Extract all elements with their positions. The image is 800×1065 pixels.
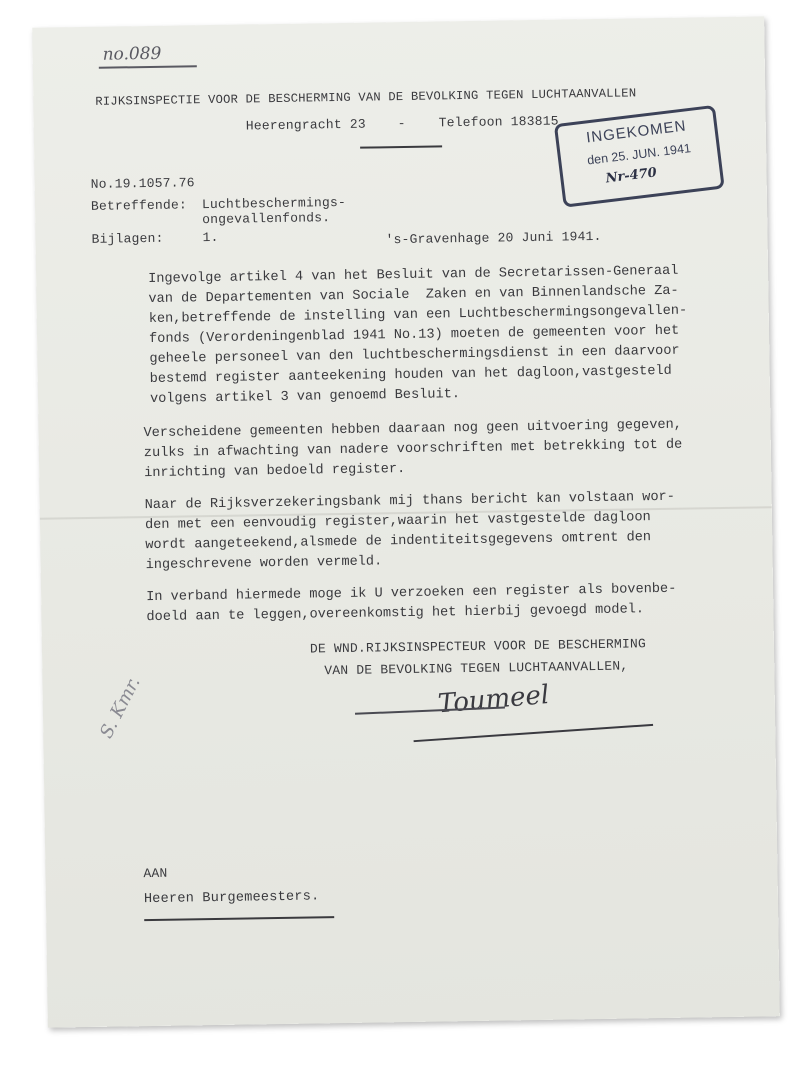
text-line: Verscheidene gemeenten hebben daaraan nog geen uitvoering gegeven,	[143, 417, 683, 442]
stamp-date: den 25. JUN. 1941	[586, 141, 692, 168]
text-line: volgens artikel 3 van genoemd Besluit.	[149, 387, 461, 408]
letter-sheet	[32, 16, 780, 1027]
letter-number: No.19.1057.76	[90, 175, 195, 192]
text-line: Naar de Rijksverzekeringsbank mij thans bericht kan volstaan wor-	[144, 489, 676, 514]
header-address: Heerengracht 23	[245, 116, 366, 134]
text-line: bestemd register aanteekening houden van het dagloon,vastgesteld	[149, 363, 672, 388]
text-line: den met een eenvoudig register,waarin het vastgestelde dagloon	[144, 510, 651, 534]
subject-line-2: ongevallenfonds.	[202, 210, 331, 228]
signature-title-1: DE WND.RIJKSINSPECTEUR VOOR DE BESCHERMING	[309, 636, 647, 657]
stamp-reference: Nr-470	[604, 165, 658, 187]
text-line: ingeschrevene worden vermeld.	[145, 554, 383, 574]
header-separator: -	[397, 115, 406, 132]
paragraph-3	[145, 487, 736, 576]
file-number-underline	[99, 65, 197, 68]
file-number: no.089	[102, 43, 162, 65]
paragraph-4	[146, 579, 737, 628]
subject-label: Betreffende:	[90, 197, 188, 214]
recipient-underline	[144, 916, 334, 920]
recipient-label: AAN	[143, 865, 168, 882]
enclosures-label: Bijlagen:	[91, 230, 164, 247]
received-stamp	[554, 105, 725, 208]
signature-title-2: VAN DE BEVOLKING TEGEN LUCHTAANVALLEN,	[324, 658, 629, 679]
margin-note: S. Kmr.	[95, 673, 145, 742]
subject-line-1: Luchtbeschermings-	[201, 194, 347, 213]
text-line: ken,betreffende de instelling van een Luchtbeschermingsongevallen-	[148, 303, 688, 328]
handwritten-signature: Toumeel	[436, 679, 551, 720]
paragraph-1	[148, 261, 740, 410]
stamp-label: INGEKOMEN	[585, 117, 688, 147]
signature-underline	[414, 724, 654, 742]
header-organisation: RIJKSINSPECTIE VOOR DE BESCHERMING VAN DE BEVOLKING TEGEN LUCHTAANVALLEN	[95, 86, 637, 109]
text-line: inrichting van bedoeld register.	[144, 462, 406, 482]
recipient-name: Heeren Burgemeesters.	[143, 889, 320, 908]
text-line: geheele personeel van den luchtbeschermingsdienst in een daarvoor	[149, 343, 680, 368]
text-line: zulks in afwachting van nadere voorschriften met betrekking tot de	[143, 437, 683, 462]
header-phone: Telefoon 183815	[438, 113, 559, 131]
text-line: In verband hiermede moge ik U verzoeken een register als bovenbe-	[146, 581, 677, 606]
text-line: van de Departementen van Sociale Zaken en van Binnenlandsche Za-	[148, 283, 679, 308]
enclosures-value: 1.	[202, 229, 219, 246]
text-line: fonds (Verordeningenblad 1941 No.13) moeten de gemeenten voor het	[148, 323, 680, 348]
paragraph-2	[143, 415, 734, 484]
text-line: doeld aan te leggen,overeenkomstig het hierbij gevoegd model.	[146, 602, 645, 626]
text-line: Ingevolge artikel 4 van het Besluit van de Secretarissen-Generaal	[148, 263, 679, 288]
text-line: wordt aangeteekend,alsmede de indentiteitsgegevens omtrent den	[145, 530, 652, 554]
place-date: 's-Gravenhage 20 Juni 1941.	[385, 228, 602, 248]
header-divider	[360, 145, 442, 148]
